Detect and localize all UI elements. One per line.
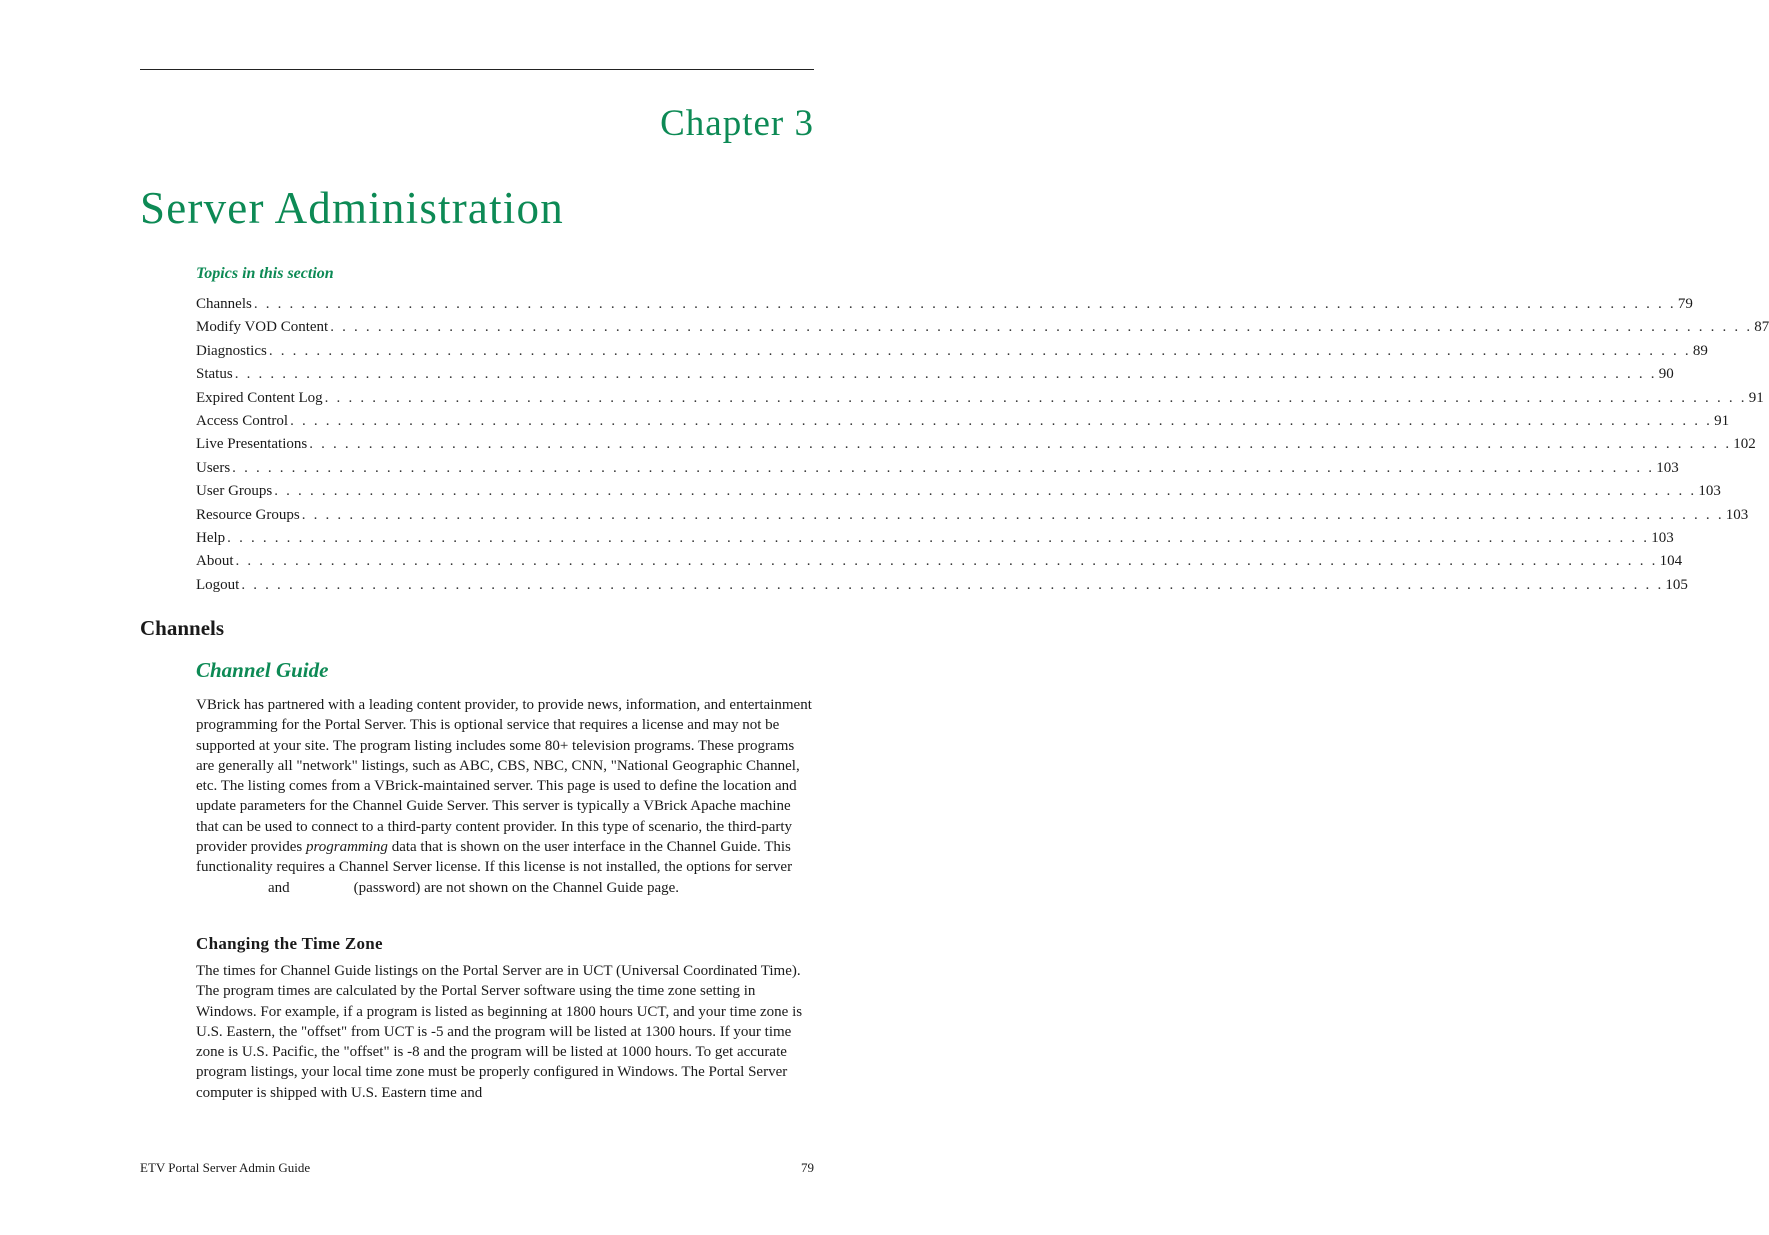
toc-entry-page: 105 [1665, 576, 1688, 593]
page-title: Server Administration [140, 183, 564, 233]
toc-entry[interactable] [196, 550, 1683, 573]
topics-heading: Topics in this section [196, 265, 334, 282]
toc-entry-page: 90 [1658, 366, 1674, 383]
toc-entry-page: 103 [1651, 529, 1674, 546]
toc-leader-dots: . . . . . . . . . . . . . . . . . . . . . . . . . . . . . . . . . . . . . . . . . . . . . . . . . . . . . . . . . . . . . . . . . . . . . . . . . . . . . . . . . . . . . . . . . . . . . . . . . . . . . . . . . . . . . . . . . . . . . . . . [274, 483, 1697, 500]
section-heading-channels: Channels [140, 616, 225, 640]
footer-page-number: 79 [801, 1160, 814, 1175]
toc-entry-page: 79 [1677, 296, 1693, 312]
toc-entry-page: 104 [1659, 553, 1683, 570]
paragraph-text: (password) are not shown on the Channel Guide page. [353, 879, 680, 896]
toc-leader-dots: . . . . . . . . . . . . . . . . . . . . . . . . . . . . . . . . . . . . . . . . . . . . . . . . . . . . . . . . . . . . . . . . . . . . . . . . . . . . . . . . . . . . . . . . . . . . . . . . . . . . . . . . . . . . . . . . . . . . . . . . [253, 296, 1676, 312]
toc-entry-label: Logout [196, 576, 240, 593]
paragraph-text: and [268, 879, 290, 896]
toc-leader-dots: . . . . . . . . . . . . . . . . . . . . . . . . . . . . . . . . . . . . . . . . . . . . . . . . . . . . . . . . . . . . . . . . . . . . . . . . . . . . . . . . . . . . . . . . . . . . . . . . . . . . . . . . . . . . . . . . . . . . . . . . [234, 366, 1657, 383]
toc-entry-page: 103 [1656, 459, 1679, 476]
toc-leader-dots: . . . . . . . . . . . . . . . . . . . . . . . . . . . . . . . . . . . . . . . . . . . . . . . . . . . . . . . . . . . . . . . . . . . . . . . . . . . . . . . . . . . . . . . . . . . . . . . . . . . . . . . . . . . . . . . . . . . . . . . . [235, 553, 1658, 570]
toc-entry[interactable] [196, 504, 1749, 527]
footer-doc-title: ETV Portal Server Admin Guide [140, 1160, 311, 1175]
toc-entry-label: Expired Content Log [196, 389, 323, 406]
toc-leader-dots: . . . . . . . . . . . . . . . . . . . . . . . . . . . . . . . . . . . . . . . . . . . . . . . . . . . . . . . . . . . . . . . . . . . . . . . . . . . . . . . . . . . . . . . . . . . . . . . . . . . . . . . . . . . . . . . . . . . . . . . . [227, 529, 1650, 546]
toc-entry-page: 103 [1725, 506, 1749, 523]
toc-leader-dots: . . . . . . . . . . . . . . . . . . . . . . . . . . . . . . . . . . . . . . . . . . . . . . . . . . . . . . . . . . . . . . . . . . . . . . . . . . . . . . . . . . . . . . . . . . . . . . . . . . . . . . . . . . . . . . . . . . . . . . . . [241, 576, 1664, 593]
toc-leader-dots: . . . . . . . . . . . . . . . . . . . . . . . . . . . . . . . . . . . . . . . . . . . . . . . . . . . . . . . . . . . . . . . . . . . . . . . . . . . . . . . . . . . . . . . . . . . . . . . . . . . . . . . . . . . . . . . . . . . . . . . . [268, 342, 1691, 359]
toc-entry-label: Resource Groups [196, 506, 300, 523]
toc-entry[interactable] [196, 316, 1769, 339]
toc-leader-dots: . . . . . . . . . . . . . . . . . . . . . . . . . . . . . . . . . . . . . . . . . . . . . . . . . . . . . . . . . . . . . . . . . . . . . . . . . . . . . . . . . . . . . . . . . . . . . . . . . . . . . . . . . . . . . . . . . . . . . . . . [324, 389, 1747, 406]
toc-leader-dots: . . . . . . . . . . . . . . . . . . . . . . . . . . . . . . . . . . . . . . . . . . . . . . . . . . . . . . . . . . . . . . . . . . . . . . . . . . . . . . . . . . . . . . . . . . . . . . . . . . . . . . . . . . . . . . . . . . . . . . . . [232, 459, 1655, 476]
toc-entry[interactable] [196, 574, 1688, 597]
toc-entry-label: Channels [196, 296, 252, 312]
toc-entry-label: Users [196, 459, 231, 476]
chapter-label: Chapter 3 [660, 103, 814, 144]
toc-entry[interactable] [196, 457, 1679, 480]
toc-entry[interactable] [196, 340, 1708, 363]
toc-entry[interactable] [196, 480, 1721, 503]
toc-leader-dots: . . . . . . . . . . . . . . . . . . . . . . . . . . . . . . . . . . . . . . . . . . . . . . . . . . . . . . . . . . . . . . . . . . . . . . . . . . . . . . . . . . . . . . . . . . . . . . . . . . . . . . . . . . . . . . . . . . . . . . . . [330, 319, 1753, 336]
paragraph-text: data that is shown on the user interface in the Channel Guide. This functionality requires a Channel Server license. If this license is not installed, the options for server [196, 839, 793, 876]
toc-entry-page: 103 [1698, 483, 1721, 500]
toc-entry[interactable] [196, 293, 1693, 316]
header-rule [140, 69, 814, 70]
toc-entry[interactable] [196, 410, 1730, 433]
toc-entry-label: Diagnostics [196, 342, 267, 359]
toc-entry-page: 91 [1748, 389, 1764, 406]
time-zone-paragraph: The times for Channel Guide listings on the Portal Server are in UCT (Universal Coordinated Time). The program times are calculated by the Portal Server software using the time zone setting in Windows. For example, if a program is listed as beginning at 1800 hours UCT, and your time zone is U.S. Eastern, the "offset" from UCT is -5 and the program will be listed at 1300 hours. If your time zone is U.S. Pacific, the "offset" is -8 and the program will be listed at 1000 hours. To get accurate program listings, your local time zone must be properly configured in Windows. The Portal Server computer is shipped with U.S. Eastern time and [196, 963, 803, 1101]
toc-entry[interactable] [196, 433, 1756, 456]
toc-entry-page: 87 [1754, 319, 1769, 336]
toc-entry[interactable] [196, 387, 1764, 410]
toc-entry[interactable] [196, 363, 1674, 386]
toc-entry-label: Status [196, 366, 233, 383]
channel-guide-paragraph [196, 695, 816, 898]
emphasis-text: programming [305, 839, 388, 856]
toc-entry-page: 102 [1733, 436, 1756, 453]
paragraph-text: VBrick has partnered with a leading content provider, to provide news, information, and entertainment programming for the Portal Server. This is optional service that requires a license and may not be supported at your site. The program listing includes some 80+ television programs. These programs are generally all "network" listings, such as ABC, CBS, NBC, CNN, "National Geographic Channel, etc. The listing comes from a VBrick-maintained server. This page is used to define the location and update parameters for the Channel Guide Server. This server is typically a VBrick Apache machine that can be used to connect to a third-party content provider. In this type of scenario, the third-party provider provides [196, 697, 812, 856]
toc-entry-label: About [196, 553, 234, 570]
toc-entry-label: Help [196, 529, 226, 546]
toc-entry-label: User Groups [196, 483, 273, 500]
toc-entry-label: Access Control [196, 412, 289, 429]
toc-leader-dots: . . . . . . . . . . . . . . . . . . . . . . . . . . . . . . . . . . . . . . . . . . . . . . . . . . . . . . . . . . . . . . . . . . . . . . . . . . . . . . . . . . . . . . . . . . . . . . . . . . . . . . . . . . . . . . . . . . . . . . . . [301, 506, 1724, 523]
toc-entry[interactable] [196, 527, 1674, 550]
subsection-heading-channel-guide: Channel Guide [196, 658, 329, 682]
table-of-contents [196, 293, 1769, 597]
toc-leader-dots: . . . . . . . . . . . . . . . . . . . . . . . . . . . . . . . . . . . . . . . . . . . . . . . . . . . . . . . . . . . . . . . . . . . . . . . . . . . . . . . . . . . . . . . . . . . . . . . . . . . . . . . . . . . . . . . . . . . . . . . . [309, 436, 1732, 453]
toc-entry-page: 91 [1714, 412, 1730, 429]
toc-entry-label: Live Presentations [196, 436, 308, 453]
toc-leader-dots: . . . . . . . . . . . . . . . . . . . . . . . . . . . . . . . . . . . . . . . . . . . . . . . . . . . . . . . . . . . . . . . . . . . . . . . . . . . . . . . . . . . . . . . . . . . . . . . . . . . . . . . . . . . . . . . . . . . . . . . . [290, 412, 1713, 429]
toc-entry-label: Modify VOD Content [196, 319, 329, 336]
toc-entry-page: 89 [1692, 342, 1708, 359]
heading-changing-time-zone: Changing the Time Zone [196, 934, 383, 953]
